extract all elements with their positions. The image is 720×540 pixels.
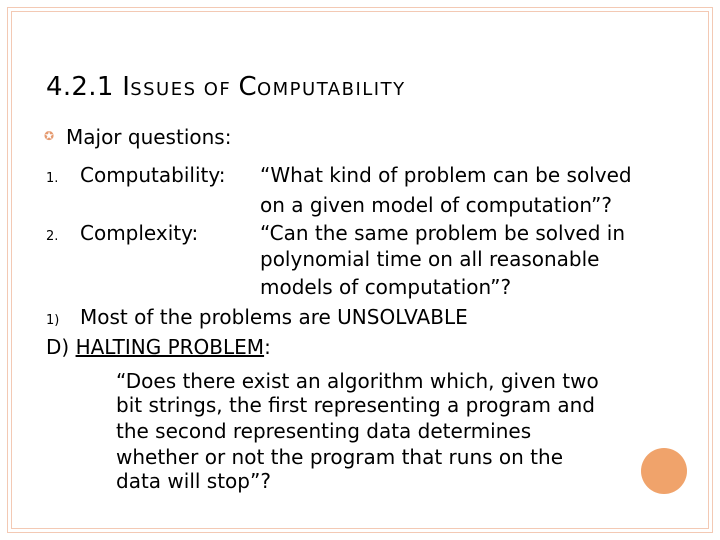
slide-title (46, 72, 406, 102)
item2-number: 2. (46, 229, 59, 244)
d-prefix: D) (46, 335, 76, 359)
quote-line5: data will stop”? (116, 469, 271, 493)
item1-text-line1: “What kind of problem can be solved (260, 163, 632, 187)
quote-line2: bit strings, the first representing a program and (116, 393, 595, 417)
item1-label: Computability: (80, 163, 226, 187)
item2-text-line2: polynomial time on all reasonable (260, 247, 600, 271)
d-colon: : (264, 335, 271, 359)
item3-text: Most of the problems are UNSOLVABLE (80, 305, 468, 329)
item1-text-line2: on a given model of computation”? (260, 193, 612, 217)
halting-problem-heading (46, 335, 271, 359)
quote-line3: the second representing data determines (116, 419, 532, 443)
decorative-circle (641, 448, 687, 494)
major-questions: Major questions: (66, 125, 232, 149)
item2-label: Complexity: (80, 221, 199, 245)
title-number: 4.2.1 (46, 72, 123, 102)
title-cap-c: C (238, 72, 257, 102)
item2-text-line1: “Can the same problem be solved in (260, 221, 626, 245)
bullet-icon: ✪ (44, 129, 55, 143)
title-ssues-of: SSUES OF (130, 79, 239, 100)
title-cap-i: I (122, 72, 131, 102)
item2-text-line3: models of computation”? (260, 275, 512, 299)
item1-number: 1. (46, 171, 59, 186)
quote-line1: “Does there exist an algorithm which, given two (116, 369, 599, 393)
quote-line4: whether or not the program that runs on the (116, 445, 563, 469)
item3-number: 1) (46, 313, 60, 328)
title-omputability: OMPUTABILITY (256, 79, 406, 100)
halting-problem-label: HALTING PROBLEM (75, 335, 265, 359)
